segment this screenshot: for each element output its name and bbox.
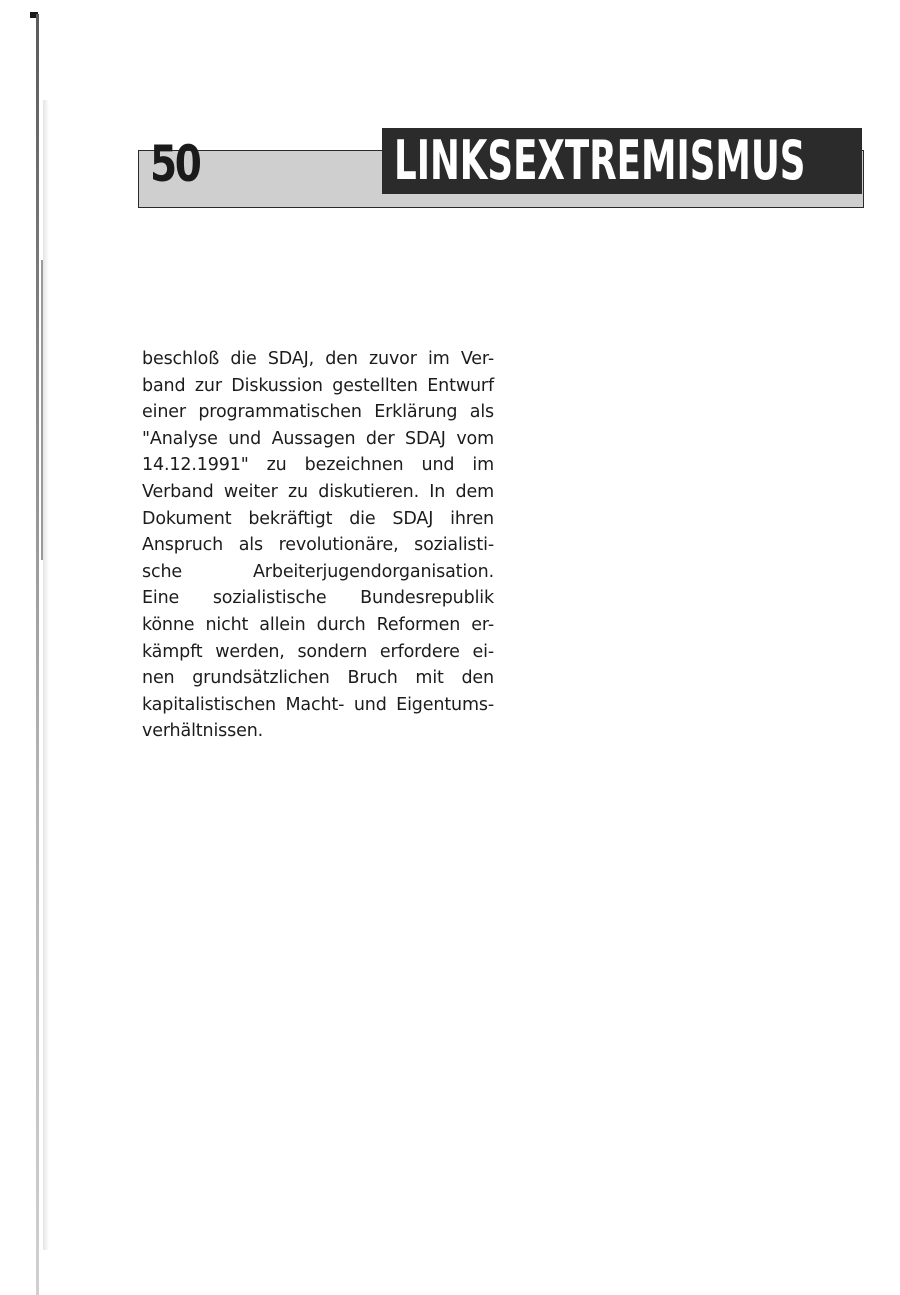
page-number: 50	[150, 135, 200, 193]
text-line: einer programmatischen Erklärung als	[142, 402, 494, 423]
section-title: LINKSEXTREMISMUS	[394, 129, 806, 192]
text-line: kapitalistischen Macht- und Eigentums-	[142, 694, 494, 715]
text-line: band zur Diskussion gestellten Entwurf	[142, 375, 494, 396]
text-line: Verband weiter zu diskutieren. In dem	[142, 481, 494, 502]
text-line: verhältnissen.	[142, 721, 264, 742]
binding-shadow	[43, 100, 49, 1250]
text-line: Dokument bekräftigt die SDAJ ihren	[142, 508, 494, 529]
text-line: beschloß die SDAJ, den zuvor im Ver-	[142, 349, 494, 369]
text-line: nen grundsätzlichen Bruch mit den	[142, 668, 494, 689]
text-line: sche Arbeiterjugendorganisation.	[142, 561, 494, 582]
body-paragraph	[142, 346, 494, 745]
text-line: kämpft werden, sondern erfordere ei-	[142, 641, 494, 662]
text-line: "Analyse und Aussagen der SDAJ vom	[142, 428, 494, 449]
text-line: könne nicht allein durch Reformen er-	[142, 614, 494, 635]
text-line: 14.12.1991" zu bezeichnen und im	[142, 455, 494, 476]
text-line: Anspruch als revolutionäre, sozialisti-	[142, 535, 494, 556]
binding-line	[36, 14, 39, 1295]
page-header	[138, 128, 866, 212]
section-title-box	[382, 128, 862, 194]
text-line: Eine sozialistische Bundesrepublik	[142, 588, 494, 609]
